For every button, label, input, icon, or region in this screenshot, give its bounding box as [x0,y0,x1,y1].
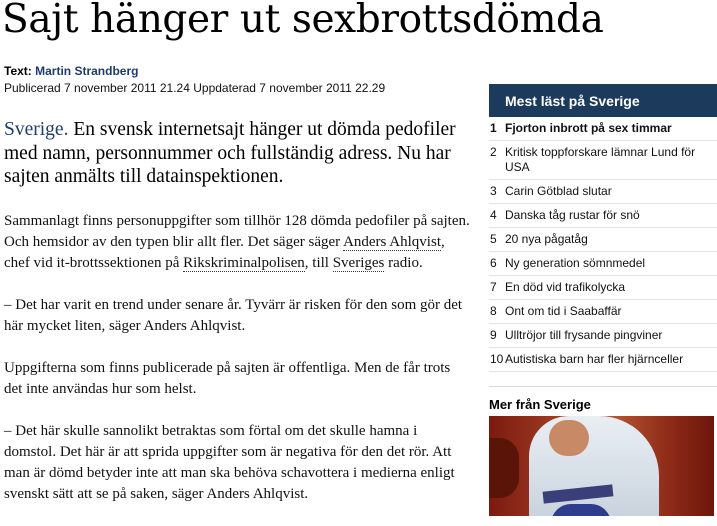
org-link-sveriges-radio[interactable]: Sveriges [332,254,385,271]
most-read-item-number: 1 [490,121,497,135]
byline-label: Text: [4,64,32,78]
lead-text: En svensk internetsajt hänger ut dömda pedofiler med namn, personnummer och fullständig adress. Nu har sajten anmälts till datainspektionen. [4,119,456,187]
most-read-item[interactable] [489,252,717,276]
photo-shadow [489,438,519,498]
lead-paragraph [4,118,472,189]
article-body [4,118,472,526]
paragraph-1-text-b: , chef vid it-brottssektionen på [4,233,445,271]
most-read-item[interactable] [489,348,717,372]
most-read-item-number: 7 [490,280,497,294]
most-read-item[interactable] [489,204,717,228]
most-read-item-number: 2 [490,145,497,159]
most-read-item-number: 9 [490,328,497,342]
more-from-photo[interactable] [489,416,714,516]
most-read-header: Mest läst på Sverige [489,84,717,117]
paragraph-3: Uppgifterna som finns publicerade på sajten är offentliga. Men de får trots det inte användas hur som helst. [4,359,451,397]
most-read-item-link[interactable]: 20 nya pågatåg [505,232,588,246]
most-read-item[interactable] [489,276,717,300]
most-read-item[interactable] [489,141,717,180]
most-read-item-number: 5 [490,232,497,246]
most-read-item-link[interactable]: Kritisk toppforskare lämnar Lund för USA [505,145,696,174]
author-link[interactable]: Martin Strandberg [35,64,139,78]
most-read-list [489,117,717,372]
most-read-item[interactable] [489,300,717,324]
most-read-item-link[interactable]: En död vid trafikolycka [505,280,626,294]
paragraph-1-text-a: Sammanlagt finns personuppgifter som tillhör 128 dömda pedofiler på sajten. Och hemsidor av den typen blir allt fler. Det säger säger [4,212,470,250]
most-read-item-link[interactable]: Fjorton inbrott på sex timmar [505,121,672,135]
most-read-item[interactable] [489,117,717,141]
sidebar [489,84,717,516]
byline [4,64,138,79]
publish-dates: Publicerad 7 november 2011 21.24 Uppdaterad 7 november 2011 22.29 [4,81,386,95]
most-read-item-number: 3 [490,184,497,198]
paragraph-1 [4,211,472,274]
most-read-item-number: 6 [490,256,497,270]
most-read-item-link[interactable]: Ulltröjor till frysande pingviner [505,328,663,342]
more-from-header: Mer från Sverige [489,397,591,412]
paragraph-2: – Det har varit en trend under senare år. Tyvärr är risken för den som gör det här mycket liten, säger Anders Ahlqvist. [4,296,463,334]
most-read-item[interactable] [489,228,717,252]
org-link-rikskriminalpolisen[interactable]: Rikskriminalpolisen [183,254,305,271]
most-read-item-link[interactable]: Autistiska barn har fler hjärnceller [505,352,684,366]
photo-hand [549,420,589,456]
most-read-item[interactable] [489,180,717,204]
paragraph-1-text-c: , till [304,254,333,271]
paragraph-1-text-d: radio. [384,254,423,271]
person-link-anders-ahlqvist[interactable]: Anders Ahlqvist [343,233,441,250]
most-read-item-number: 8 [490,304,497,318]
most-read-item-link[interactable]: Danska tåg rustar för snö [505,208,640,222]
most-read-item-number: 4 [490,208,497,222]
most-read-item-link[interactable]: Ny generation sömnmedel [505,256,646,270]
article-headline: Sajt hänger ut sexbrottsdömda [2,0,604,42]
lead-section-label: Sverige. [4,119,69,140]
paragraph-4: – Det här skulle sannolikt betraktas som förtal om det skulle hamna i domstol. Det här är att sprida uppgifter som är negativa för den det rör. Att man är dömd betyder inte att man ska behöva schavottera i medierna enligt svenskt sätt att se på saken, säger Anders Ahlqvist. [4,422,455,502]
most-read-item-link[interactable]: Carin Götblad slutar [505,184,612,198]
most-read-item-link[interactable]: Ont om tid i Saabaffär [505,304,622,318]
most-read-item[interactable] [489,324,717,348]
most-read-item-number: 10 [490,352,504,366]
